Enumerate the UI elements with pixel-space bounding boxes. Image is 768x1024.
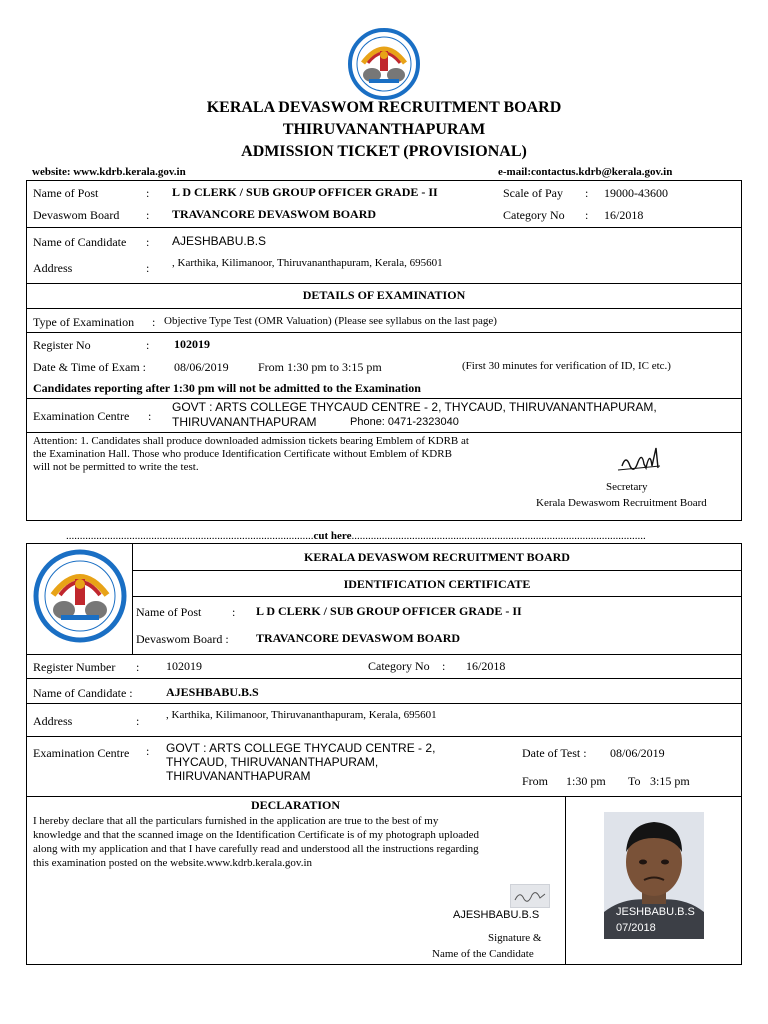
declaration-line2: knowledge and that the scanned image on the Identification Certificate is of my photograph uploaded xyxy=(33,829,479,841)
colon: : xyxy=(148,409,152,423)
colon: : xyxy=(146,744,150,758)
declaration-heading: DECLARATION xyxy=(250,798,341,812)
post-value: L D CLERK / SUB GROUP OFFICER GRADE - II xyxy=(172,185,438,199)
centre-label: Examination Centre xyxy=(33,409,130,423)
candidate-signature xyxy=(510,884,550,908)
attention-line2: the Examination Hall. Those who produce Identification Certificate without Emblem of KDRB xyxy=(33,448,452,460)
exam-details-heading: DETAILS OF EXAMINATION xyxy=(302,288,466,302)
email-text: e-mail:contactus.kdrb@kerala.gov.in xyxy=(498,166,673,178)
kdrb-emblem-id xyxy=(33,549,127,643)
id-from-label: From xyxy=(522,774,549,788)
candidate-name-label: Name of the Candidate xyxy=(432,948,534,960)
id-centre-line2: THYCAUD, THIRUVANANTHAPURAM, xyxy=(166,755,379,769)
id-board-label: Devaswom Board : xyxy=(136,632,229,646)
decl-candidate-name: AJESHBABU.B.S xyxy=(453,909,540,921)
secretary-signature xyxy=(616,444,666,476)
exam-time: From 1:30 pm to 3:15 pm xyxy=(258,360,382,374)
id-address-label: Address xyxy=(33,714,73,728)
candidate-photo xyxy=(604,812,704,939)
colon: : xyxy=(136,660,140,674)
cut-here-text: cut here xyxy=(313,530,352,542)
id-board-title: KERALA DEVASWOM RECRUITMENT BOARD xyxy=(304,550,570,564)
declaration-line4: this examination posted on the website.www.kdrb.kerala.gov.in xyxy=(33,857,313,869)
candidate-label: Name of Candidate xyxy=(33,235,127,249)
city-title: THIRUVANANTHAPURAM xyxy=(282,121,486,138)
id-centre-label: Examination Centre xyxy=(33,746,130,760)
id-category-value: 16/2018 xyxy=(466,659,506,673)
board-value: TRAVANCORE DEVASWOM BOARD xyxy=(172,207,377,221)
id-candidate-label: Name of Candidate : xyxy=(33,686,133,700)
id-register-label: Register Number xyxy=(33,660,116,674)
secretary-title: Secretary xyxy=(606,481,648,493)
candidate-value: AJESHBABU.B.S xyxy=(172,234,267,248)
id-board-value: TRAVANCORE DEVASWOM BOARD xyxy=(256,631,461,645)
exam-type-value: Objective Type Test (OMR Valuation) (Please see syllabus on the last page) xyxy=(164,315,497,327)
category-value: 16/2018 xyxy=(604,208,644,222)
colon: : xyxy=(152,315,156,329)
colon: : xyxy=(232,605,236,619)
address-value: , Karthika, Kilimanoor, Thiruvananthapuram, Kerala, 695601 xyxy=(172,257,443,269)
exam-date: 08/06/2019 xyxy=(174,360,229,374)
centre-line2: THIRUVANANTHAPURAM xyxy=(172,415,317,429)
post-label: Name of Post xyxy=(33,186,99,200)
verification-note: (First 30 minutes for verification of ID, IC etc.) xyxy=(462,360,671,372)
id-date-value: 08/06/2019 xyxy=(610,746,665,760)
photo-overlay-name: JESHBABU.B.S xyxy=(616,906,695,918)
register-value: 102019 xyxy=(174,337,210,351)
id-date-label: Date of Test : xyxy=(522,746,587,760)
cut-line xyxy=(66,530,646,542)
datetime-label: Date & Time of Exam : xyxy=(33,360,146,374)
address-label: Address xyxy=(33,261,73,275)
colon: : xyxy=(585,208,589,222)
id-candidate-value: AJESHBABU.B.S xyxy=(166,685,259,699)
cut-dots-left: .......................................................................................... xyxy=(66,530,314,542)
website-text: website: www.kdrb.kerala.gov.in xyxy=(32,166,186,178)
centre-phone: Phone: 0471-2323040 xyxy=(350,416,459,428)
scale-label: Scale of Pay xyxy=(503,186,563,200)
id-category-label: Category No xyxy=(368,659,430,673)
secretary-org: Kerala Dewaswom Recruitment Board xyxy=(536,497,707,509)
photo-overlay-date: 07/2018 xyxy=(616,922,656,934)
scale-value: 19000-43600 xyxy=(604,186,668,200)
category-label: Category No xyxy=(503,208,565,222)
colon: : xyxy=(146,338,150,352)
reporting-warning: Candidates reporting after 1:30 pm will not be admitted to the Examination xyxy=(33,381,421,395)
colon: : xyxy=(146,186,150,200)
id-to-label: To xyxy=(628,774,641,788)
id-to-value: 3:15 pm xyxy=(650,774,690,788)
board-title: KERALA DEVASWOM RECRUITMENT BOARD xyxy=(206,99,562,116)
id-certificate-title: IDENTIFICATION CERTIFICATE xyxy=(343,577,531,591)
id-register-value: 102019 xyxy=(166,659,202,673)
kdrb-emblem-top xyxy=(347,27,421,101)
declaration-line1: I hereby declare that all the particulars furnished in the application are true to the best of my xyxy=(33,815,439,827)
register-label: Register No xyxy=(33,338,91,352)
id-post-label: Name of Post xyxy=(136,605,202,619)
id-centre-line3: THIRUVANANTHAPURAM xyxy=(166,769,311,783)
cut-dots-right: ........................................................................................................... xyxy=(351,530,646,542)
id-address-value: , Karthika, Kilimanoor, Thiruvananthapuram, Kerala, 695601 xyxy=(166,709,437,721)
board-label: Devaswom Board xyxy=(33,208,120,222)
ticket-title: ADMISSION TICKET (PROVISIONAL) xyxy=(241,143,527,160)
colon: : xyxy=(442,659,446,673)
colon: : xyxy=(146,208,150,222)
centre-line1: GOVT : ARTS COLLEGE THYCAUD CENTRE - 2, THYCAUD, THIRUVANANTHAPURAM, xyxy=(172,400,657,414)
colon: : xyxy=(146,261,150,275)
signature-label: Signature & xyxy=(488,932,542,944)
id-post-value: L D CLERK / SUB GROUP OFFICER GRADE - II xyxy=(256,604,522,618)
attention-line3: will not be permitted to write the test. xyxy=(33,461,199,473)
colon: : xyxy=(585,186,589,200)
exam-type-label: Type of Examination xyxy=(33,315,135,329)
id-centre-line1: GOVT : ARTS COLLEGE THYCAUD CENTRE - 2, xyxy=(166,741,436,755)
declaration-line3: along with my application and that I have carefully read and understood all the instructions regarding xyxy=(33,843,479,855)
colon: : xyxy=(146,235,150,249)
attention-line1: Attention: 1. Candidates shall produce downloaded admission tickets bearing Emblem of KDRB at xyxy=(33,435,469,447)
colon: : xyxy=(136,714,140,728)
id-from-value: 1:30 pm xyxy=(566,774,606,788)
